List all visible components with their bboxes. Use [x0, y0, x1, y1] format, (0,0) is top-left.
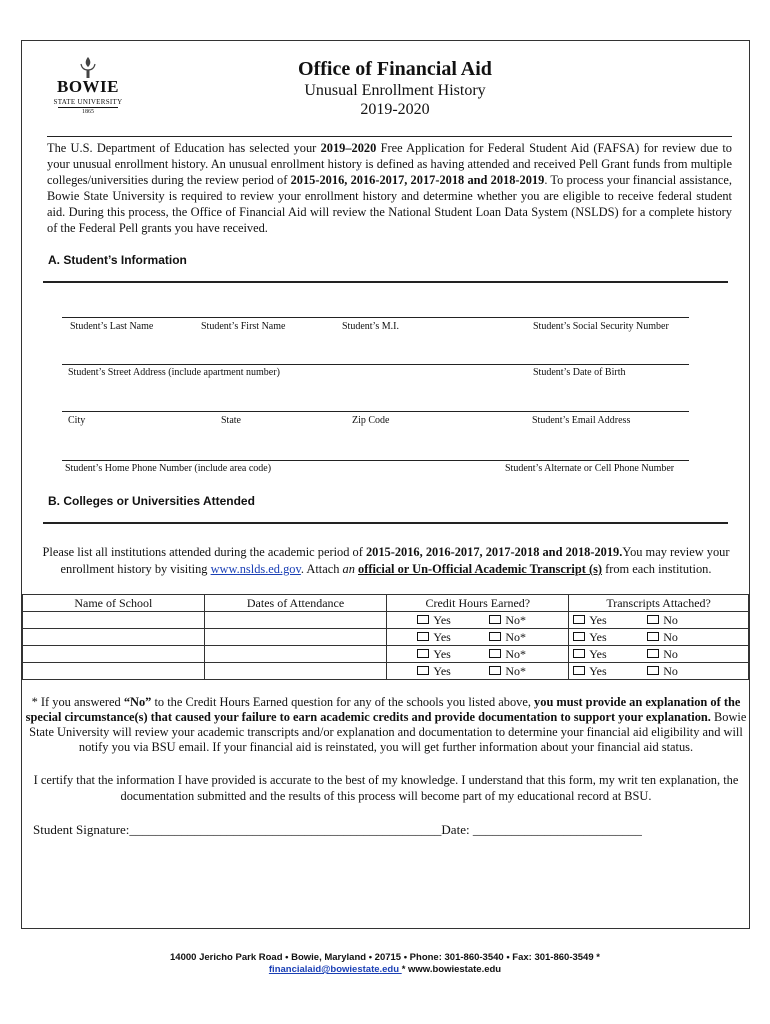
- logo-divider: [58, 107, 118, 108]
- city-label: City: [68, 415, 86, 426]
- transcripts-header: Transcripts Attached?: [569, 595, 749, 612]
- dates-cell[interactable]: [204, 646, 387, 663]
- form-subtitle: Unusual Enrollment History: [304, 82, 486, 99]
- checkbox-icon[interactable]: [489, 615, 501, 624]
- section-b-rule: [43, 522, 728, 524]
- checkbox-icon[interactable]: [417, 649, 429, 658]
- school-name-cell[interactable]: [23, 663, 205, 680]
- state-label: State: [221, 415, 241, 426]
- dates-attendance-header: Dates of Attendance: [204, 595, 387, 612]
- checkbox-icon[interactable]: [647, 632, 659, 641]
- checkbox-icon[interactable]: [489, 666, 501, 675]
- transcript-no-option[interactable]: No: [647, 630, 678, 645]
- checkbox-icon[interactable]: [489, 632, 501, 641]
- ssn-label: Student’s Social Security Number: [533, 321, 669, 332]
- checkbox-icon[interactable]: [573, 615, 585, 624]
- footer-email-link[interactable]: financialaid@bowiestate.edu: [268, 964, 402, 975]
- checkbox-icon[interactable]: [489, 649, 501, 658]
- first-name-label: Student’s First Name: [201, 321, 286, 332]
- credit-yes-option[interactable]: Yes: [417, 647, 489, 662]
- transcript-yes-option[interactable]: Yes: [573, 647, 647, 662]
- footer-website: * www.bowiestate.edu: [401, 964, 502, 975]
- credit-hours-cell: [387, 612, 569, 629]
- credit-hours-cell: [387, 663, 569, 680]
- logo-subtitle: STATE UNIVERSITY: [53, 98, 123, 106]
- city-fields-line[interactable]: [62, 411, 689, 412]
- credit-no-option[interactable]: No*: [489, 647, 526, 662]
- credit-hours-cell: [387, 629, 569, 646]
- certification-statement: I certify that the information I have provided is accurate to the best of my knowledge. I understand that this form, my writ ten explanation, the documentation submitted and the results of this process will become part of my educational record at BSU.: [33, 773, 739, 803]
- checkbox-icon[interactable]: [417, 615, 429, 624]
- transcripts-cell: [569, 629, 749, 646]
- transcripts-cell: [569, 663, 749, 680]
- credit-no-option[interactable]: No*: [489, 630, 526, 645]
- email-label: Student’s Email Address: [532, 415, 631, 426]
- page-title: Office of Financial Aid: [298, 58, 492, 80]
- credit-hours-header: Credit Hours Earned?: [387, 595, 569, 612]
- transcript-no-option[interactable]: No: [647, 664, 678, 679]
- credit-yes-option[interactable]: Yes: [417, 613, 489, 628]
- home-phone-label: Student’s Home Phone Number (include area code): [65, 463, 272, 474]
- dates-cell[interactable]: [204, 612, 387, 629]
- dates-cell[interactable]: [204, 663, 387, 680]
- credit-no-option[interactable]: No*: [489, 664, 526, 679]
- section-a-heading: A. Student’s Information: [48, 253, 187, 267]
- transcripts-cell: [569, 646, 749, 663]
- phone-fields-line[interactable]: [62, 460, 689, 461]
- dates-cell[interactable]: [204, 629, 387, 646]
- checkbox-icon[interactable]: [573, 649, 585, 658]
- footer-contact: [60, 952, 710, 976]
- torch-icon: [52, 55, 124, 79]
- checkbox-icon[interactable]: [647, 649, 659, 658]
- checkbox-icon[interactable]: [573, 666, 585, 675]
- transcript-yes-option[interactable]: Yes: [573, 613, 647, 628]
- transcript-yes-option[interactable]: Yes: [573, 630, 647, 645]
- school-name-cell[interactable]: [23, 612, 205, 629]
- credit-yes-option[interactable]: Yes: [417, 664, 489, 679]
- credit-hours-note: * If you answered “No” to the Credit Hours Earned question for any of the schools you listed above, you must provide an explanation of the special circumstance(s) that caused your failure to earn academic credits and provide documentation to support your explanation. Bowie State University will review your academic transcripts and/or explanation and documentation to determine your financial aid eligibility and will notify you via BSU email. If your financial aid is reinstated, you will get further information about your financial aid status.: [25, 695, 747, 754]
- nslds-link[interactable]: www.nslds.ed.gov: [210, 562, 301, 576]
- credit-hours-cell: [387, 646, 569, 663]
- section-b-heading: B. Colleges or Universities Attended: [48, 494, 255, 508]
- name-fields-line[interactable]: [62, 317, 689, 318]
- middle-initial-label: Student’s M.I.: [342, 321, 399, 332]
- date-of-birth-label: Student’s Date of Birth: [533, 367, 626, 378]
- table-row: [23, 646, 749, 663]
- date-label: Date:: [441, 822, 473, 837]
- street-address-label: Student’s Street Address (include apartment number): [68, 367, 280, 378]
- transcripts-cell: [569, 612, 749, 629]
- alt-phone-label: Student’s Alternate or Cell Phone Number: [505, 463, 675, 474]
- schools-table: [22, 594, 749, 680]
- checkbox-icon[interactable]: [647, 615, 659, 624]
- last-name-label: Student’s Last Name: [70, 321, 154, 332]
- school-name-header: Name of School: [23, 595, 205, 612]
- transcript-no-option[interactable]: No: [647, 613, 678, 628]
- award-year: 2019-2020: [360, 101, 430, 118]
- logo-name: BOWIE: [56, 77, 120, 96]
- intro-paragraph: The U.S. Department of Education has selected your 2019–2020 Free Application for Federal Student Aid (FAFSA) for review due to your unusual enrollment history. An unusual enrollment history is defined as having attended and received Pell Grant funds from multiple colleges/universities during the review period of 2015-2016, 2016-2017, 2017-2018 and 2018-2019. To process your financial assistance, Bowie State University is required to review your enrollment history and determine whether you are eligible to receive federal student aid. During this process, the Office of Financial Aid will review the National Student Loan Data System (NSLDS) for a complete history of the Federal Pell grants you have received.: [47, 141, 732, 235]
- table-header-row: [23, 595, 749, 612]
- checkbox-icon[interactable]: [417, 632, 429, 641]
- footer-address: 14000 Jericho Park Road • Bowie, Maryland • 20715 • Phone: 301-860-3540 • Fax: 301-860-3549 *: [170, 952, 600, 963]
- credit-yes-option[interactable]: Yes: [417, 630, 489, 645]
- transcript-yes-option[interactable]: Yes: [573, 664, 647, 679]
- logo-year: 1865: [82, 109, 94, 115]
- transcript-no-option[interactable]: No: [647, 647, 678, 662]
- bowie-logo: [52, 55, 124, 121]
- zip-code-label: Zip Code: [352, 415, 390, 426]
- header-divider: [47, 136, 732, 137]
- school-name-cell[interactable]: [23, 646, 205, 663]
- checkbox-icon[interactable]: [573, 632, 585, 641]
- date-line[interactable]: __________________________: [472, 822, 642, 837]
- table-row: [23, 612, 749, 629]
- signature-row: [33, 822, 642, 838]
- checkbox-icon[interactable]: [647, 666, 659, 675]
- table-row: [23, 663, 749, 680]
- institutions-instructions: Please list all institutions attended during the academic period of 2015-2016, 2016-2017, 2017-2018 and 2018-2019.You may review your enrollment history by visiting www.nslds.ed.gov. Attach an official or Un-Official Academic Transcript (s) from each institution.: [42, 545, 730, 576]
- table-row: [23, 629, 749, 646]
- signature-line[interactable]: ________________________________________________: [129, 822, 442, 837]
- signature-label: Student Signature:: [33, 822, 130, 837]
- credit-no-option[interactable]: No*: [489, 613, 526, 628]
- section-a-rule: [43, 281, 728, 283]
- checkbox-icon[interactable]: [417, 666, 429, 675]
- school-name-cell[interactable]: [23, 629, 205, 646]
- address-fields-line[interactable]: [62, 364, 689, 365]
